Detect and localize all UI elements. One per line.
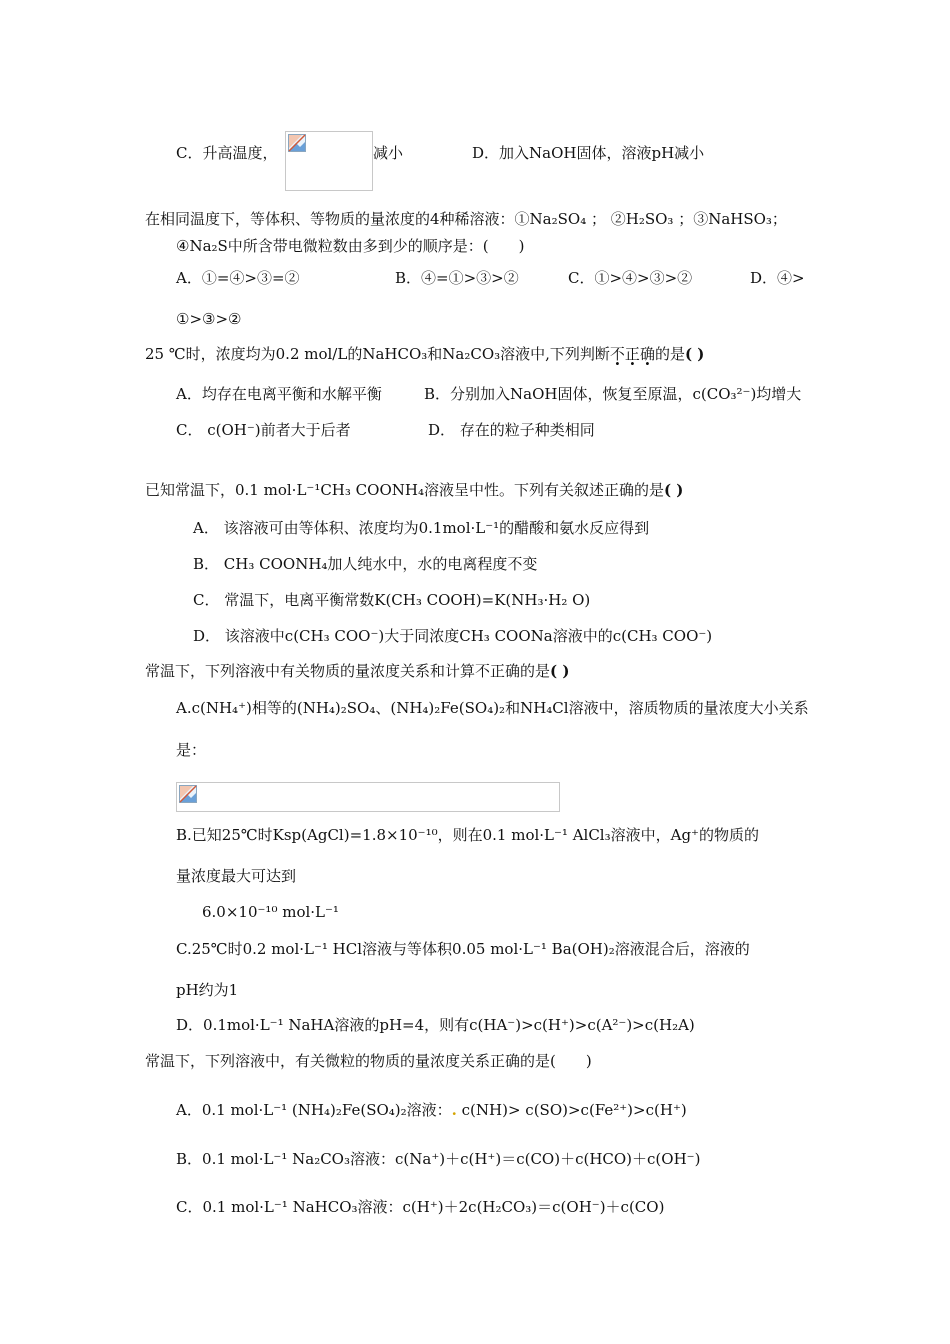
q2-stem: [145, 344, 704, 364]
q5-option-a-mark: .: [451, 1101, 457, 1119]
q2-option-a: A．均存在电离平衡和水解平衡: [176, 385, 382, 403]
q1-option-d: D．④>: [750, 269, 805, 287]
q3-stem: [145, 480, 683, 500]
q4-option-b-line1: B.已知25℃时Ksp(AgCl)=1.8×10⁻¹⁰，则在0.1 mol·L⁻¹ AlCl₃溶液中，Ag⁺的物质的: [176, 826, 759, 844]
broken-image-placeholder: [285, 131, 373, 191]
q1-option-d-cont: ①>③>②: [176, 310, 242, 328]
q2-option-b: B．分别加入NaOH固体，恢复至原温，c(CO₃²⁻)均增大: [424, 385, 802, 403]
q3-option-a: A． 该溶液可由等体积、浓度均为0.1mol·L⁻¹的醋酸和氨水反应得到: [193, 519, 650, 537]
q3-answer-paren: ( ): [663, 481, 684, 499]
q2-stem-post: 的是: [654, 345, 685, 363]
q5-option-a-pre: A．0.1 mol·L⁻¹ (NH₄)₂Fe(SO₄)₂溶液：: [176, 1101, 452, 1119]
q1-option-c: C．①>④>③>②: [568, 269, 693, 287]
q2-option-c: C． c(OH⁻)前者大于后者: [176, 421, 351, 439]
q3-option-b: B． CH₃ COONH₄加人纯水中，水的电离程度不变: [193, 555, 538, 573]
q3-option-c: C． 常温下，电离平衡常数K(CH₃ COOH)=K(NH₃·H₂ O): [193, 591, 591, 609]
q4-answer-paren: ( ): [550, 662, 570, 680]
q4-option-b-line2: 量浓度最大可达到: [176, 867, 297, 885]
q4-stem: [145, 661, 569, 681]
q4-option-c-line1: C.25℃时0.2 mol·L⁻¹ HCl溶液与等体积0.05 mol·L⁻¹ Ba(OH)₂溶液混合后，溶液的: [176, 940, 750, 958]
q5-option-a: [176, 1100, 687, 1120]
q5-option-c: C．0.1 mol·L⁻¹ NaHCO₃溶液：c(H⁺)＋2c(H₂CO₃)＝c(OH⁻)＋c(CO): [176, 1198, 665, 1216]
q4-option-c-line2: pH约为1: [176, 981, 239, 999]
q5-option-b: B．0.1 mol·L⁻¹ Na₂CO₃溶液：c(Na⁺)＋c(H⁺)＝c(CO)＋c(HCO)＋c(OH⁻): [176, 1150, 701, 1168]
q0-option-d: D．加入NaOH固体，溶液pH减小: [472, 144, 705, 162]
broken-image-placeholder: [176, 782, 560, 812]
broken-image-icon: [288, 134, 306, 152]
q2-emphasis-char: 确: [639, 345, 655, 363]
q2-answer-paren: ( ): [684, 345, 705, 363]
q2-emphasis-char: 正: [624, 345, 640, 363]
q5-option-a-post: c(NH)> c(SO)>c(Fe²⁺)>c(H⁺): [456, 1101, 687, 1119]
q4-option-a-line2: 是：: [176, 741, 207, 759]
q4-option-a-line1: A.c(NH₄⁺)相等的(NH₄)₂SO₄、(NH₄)₂Fe(SO₄)₂和NH₄Cl溶液中，溶质物质的量浓度大小关系: [176, 699, 809, 717]
q0-option-c-tail: 减小: [373, 144, 404, 162]
q3-stem-text: 已知常温下，0.1 mol·L⁻¹CH₃ COONH₄溶液呈中性。下列有关叙述正确的是: [145, 481, 664, 499]
q1-option-a: A．①=④>③=②: [176, 269, 300, 287]
q2-option-d: D． 存在的粒子种类相同: [428, 421, 595, 439]
q2-stem-pre: 25 ℃时，浓度均为0.2 mol/L的NaHCO₃和Na₂CO₃溶液中,下列判断: [145, 345, 610, 363]
q4-option-d: D．0.1mol·L⁻¹ NaHA溶液的pH=4，则有c(HA⁻)>c(H⁺)>c(A²⁻)>c(H₂A): [176, 1016, 695, 1034]
q1-option-b: B．④=①>③>②: [395, 269, 519, 287]
q4-option-b-line3: 6.0×10⁻¹⁰ mol·L⁻¹: [202, 903, 339, 921]
q3-option-d: D． 该溶液中c(CH₃ COO⁻)大于同浓度CH₃ COONa溶液中的c(CH₃ COO⁻): [193, 627, 713, 645]
q4-stem-text: 常温下，下列溶液中有关物质的量浓度关系和计算不正确的是: [145, 662, 551, 680]
q0-option-c-label: C．升高温度，: [176, 144, 278, 162]
q1-stem-line2: ④Na₂S中所含带电微粒数由多到少的顺序是：( ): [176, 237, 525, 255]
broken-image-icon: [179, 785, 197, 803]
q2-emphasis-char: 不: [609, 345, 625, 363]
q5-stem: 常温下，下列溶液中，有关微粒的物质的量浓度关系正确的是( ): [145, 1052, 592, 1070]
q1-stem-line1: 在相同温度下，等体积、等物质的量浓度的4种稀溶液：①Na₂SO₄ ； ②H₂SO₃ ；③NaHSO₃；: [145, 210, 787, 228]
